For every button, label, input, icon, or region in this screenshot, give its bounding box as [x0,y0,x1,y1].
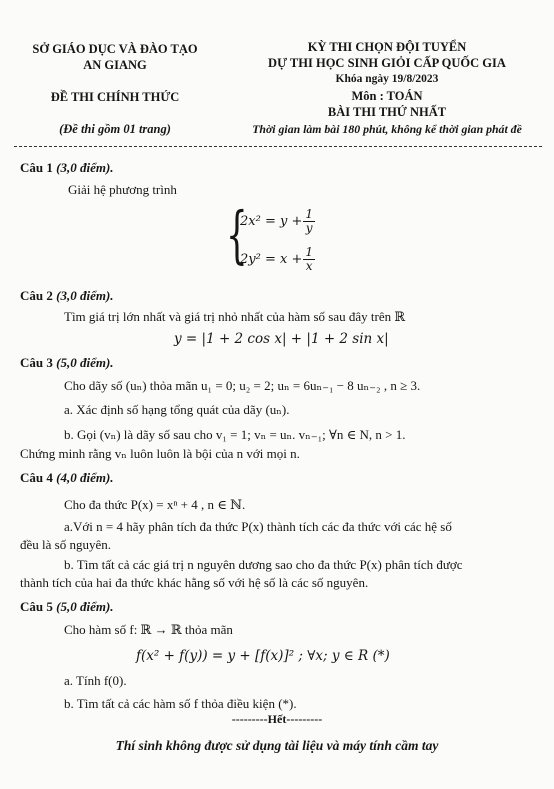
question-3-part-b-line2: Chứng minh rằng vₙ luôn luôn là bội của n với mọi n. [20,446,300,461]
question-3-part-b-line1: b. Gọi (vₙ) là dãy số sau cho v₁ = 1; vₙ = uₙ. vₙ₋₁; ∀n ∈ N, n > 1. [64,427,406,442]
question-1-label: Câu 1 [20,160,53,175]
q1-eq1-den: y [305,221,313,235]
exam-subject: Môn : TOÁN [351,89,423,103]
question-2-label: Câu 2 [20,288,53,303]
exam-date: Khóa ngày 19/8/2023 [335,73,439,85]
question-2-text: Tìm giá trị lớn nhất và giá trị nhỏ nhất của hàm số sau đây trên ℝ [64,309,406,324]
question-5-points: (5,0 điểm). [56,599,114,614]
question-2-points: (3,0 điểm). [56,288,114,303]
question-3-points: (5,0 điểm). [56,355,114,370]
end-marker: ---------Hết--------- [231,712,323,726]
q1-eq2-den: x [305,259,313,273]
footer-note: Thí sinh không được sử dụng tài liệu và máy tính cầm tay [115,738,439,753]
question-4-points: (4,0 điểm). [56,470,114,485]
question-1-points: (3,0 điểm). [56,160,114,175]
q1-equation-2 [240,246,316,273]
q1-eq2-lhs: 2y² = x + [240,252,303,267]
question-1-heading [20,160,114,176]
q1-eq2-num: 1 [305,245,313,259]
question-4-text: Cho đa thức P(x) = xⁿ + 4 , n ∈ ℕ. [64,497,246,512]
q1-equation-1 [240,208,316,235]
header-divider [14,146,542,147]
question-3-label: Câu 3 [20,355,53,370]
question-4-part-b-line1: b. Tìm tất cả các giá trị n nguyên dương sao cho đa thức P(x) phân tích được [64,557,463,572]
q1-eq1-fraction [303,208,315,235]
department-name: SỞ GIÁO DỤC VÀ ĐÀO TẠO [32,42,198,56]
question-3-text: Cho dãy số (uₙ) thỏa mãn u₁ = 0; u₂ = 2; uₙ = 6uₙ₋₁ − 8 uₙ₋₂ , n ≥ 3. [64,378,421,393]
system-brace: { [226,198,248,271]
question-3-heading [20,355,114,371]
question-5-part-a: a. Tính f(0). [64,673,127,688]
official-exam-label: ĐỀ THI CHÍNH THỨC [50,90,180,104]
question-5-part-b: b. Tìm tất cả các hàm số f thỏa điều kiện (*). [64,696,297,711]
question-5-heading [20,599,114,615]
question-4-part-b-line2: thành tích của hai đa thức khác hằng số với hệ số là các số nguyên. [20,575,369,590]
page-count-note: (Đề thi gồm 01 trang) [59,122,171,136]
question-2-heading [20,288,114,304]
province-name: AN GIANG [83,58,147,72]
question-4-part-a-line1: a.Với n = 4 hãy phân tích đa thức P(x) thành tích các đa thức với các hệ số [64,519,452,534]
q1-eq1-num: 1 [305,207,313,221]
question-5-text: Cho hàm số f: ℝ → ℝ thỏa mãn [64,622,233,637]
question-5-formula: f(x² + f(y)) = y + [f(x)]² ; ∀x; y ∈ R (*) [136,648,390,664]
exam-title-2: DỰ THI HỌC SINH GIỎI CẤP QUỐC GIA [268,56,506,70]
question-5-label: Câu 5 [20,599,53,614]
q1-eq2-fraction [303,246,315,273]
exam-title-1: KỲ THI CHỌN ĐỘI TUYỂN [307,40,467,54]
question-2-formula: y = |1 + 2 cos x| + |1 + 2 sin x| [174,331,389,347]
question-4-heading [20,470,114,486]
question-1-text: Giải hệ phương trình [68,182,177,197]
exam-paper: BÀI THI THỨ NHẤT [327,105,447,119]
question-4-part-a-line2: đều là số nguyên. [20,537,111,552]
exam-time: Thời gian làm bài 180 phút, không kể thời gian phát đề [252,122,522,136]
question-4-label: Câu 4 [20,470,53,485]
q1-eq1-lhs: 2x² = y + [240,214,303,229]
question-3-part-a: a. Xác định số hạng tổng quát của dãy (uₙ). [64,402,290,417]
